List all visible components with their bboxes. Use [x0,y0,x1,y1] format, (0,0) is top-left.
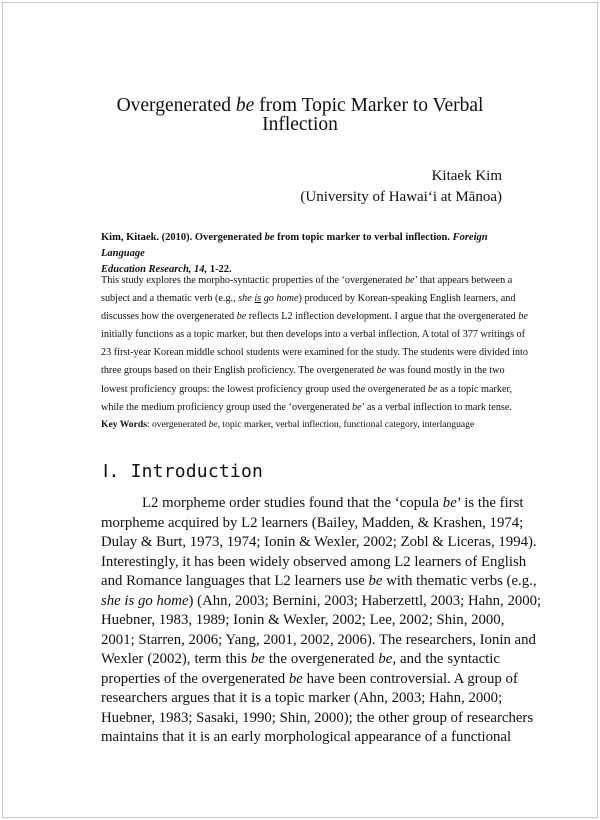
abstract [101,272,528,417]
abstract-line: This study explores the morpho-syntactic properties of the ‘overgenerated be’ that appears between a [101,275,513,286]
abstract-line: subject and a thematic verb (e.g., she is go home) produced by Korean-speaking English learners, and [101,293,516,305]
author-block [300,166,502,208]
body-line: researchers argues that it is a topic marker (Ahn, 2003; Hahn, 2000; [101,690,503,706]
body-line: Huebner, 1983; Sasaki, 1990; Shin, 2000); the other group of researchers [101,709,534,726]
body-line: L2 morpheme order studies found that the ‘copula be’ is the first [142,495,524,511]
body-line: she is go home) (Ahn, 2003; Bernini, 2003; Haberzettl, 2003; Hahn, 2000; [101,592,542,609]
author-name: Kitaek Kim [431,168,502,184]
abstract-line: initially functions as a topic marker, but then develops into a verbal inflection. A total of 377 writings of [101,329,525,341]
paper-title: Overgenerated be from Topic Marker to Verbal Inflection [116,95,484,135]
citation: Kim, Kitaek. (2010). Overgenerated be from topic marker to verbal inflection. Foreign Language Education Research, 14, 1-22. [101,232,488,275]
body-line: Huebner, 1983, 1989; Ionin & Wexler, 2002; Lee, 2002; Shin, 2000, [101,612,505,628]
body-line: properties of the overgenerated be have been controversial. A group of [101,670,518,687]
body-line: Wexler (2002), term this be the overgenerated be, and the syntactic [101,651,500,667]
body-line: morpheme acquired by L2 learners (Bailey, Madden, & Krashen, 1974; [101,514,524,531]
body-line: Dulay & Burt, 1973, 1974; Ionin & Wexler, 2002; Zobl & Liceras, 1994). [101,534,537,550]
body-line: 2001; Starren, 2006; Yang, 2001, 2002, 2006). The researchers, Ionin and [101,631,536,648]
keywords-label: Key Words [101,419,147,430]
section-heading: Ⅰ. Introduction [103,461,264,482]
body-line: maintains that it is an early morphological appearance of a functional [101,729,512,745]
abstract-line: discusses how the overgenerated be reflects L2 inflection development. I argue that the overgenerated be [101,311,528,323]
body-line: and Romance languages that L2 learners use be with thematic verbs (e.g., [101,573,537,589]
introduction-body [101,494,542,748]
author-affiliation: (University of Hawai‘i at Mānoa) [300,189,502,205]
body-line: Interestingly, it has been widely observed among L2 learners of English [101,553,527,570]
abstract-line: while the medium proficiency group used the ‘overgenerated be’ as a verbal inflection to mark tense. [101,401,512,413]
abstract-line: 23 first-year Korean middle school students were examined for the study. The students were divided into [101,347,528,359]
abstract-line: lowest proficiency groups: the lowest proficiency group used the overgenerated be as a topic marker, [101,383,513,395]
abstract-line: three groups based on their English proficiency. The overgenerated be was found mostly in the two [101,365,505,377]
keywords: Key Words: overgenerated be, topic marker, verbal inflection, functional category, interlanguage [101,419,475,430]
